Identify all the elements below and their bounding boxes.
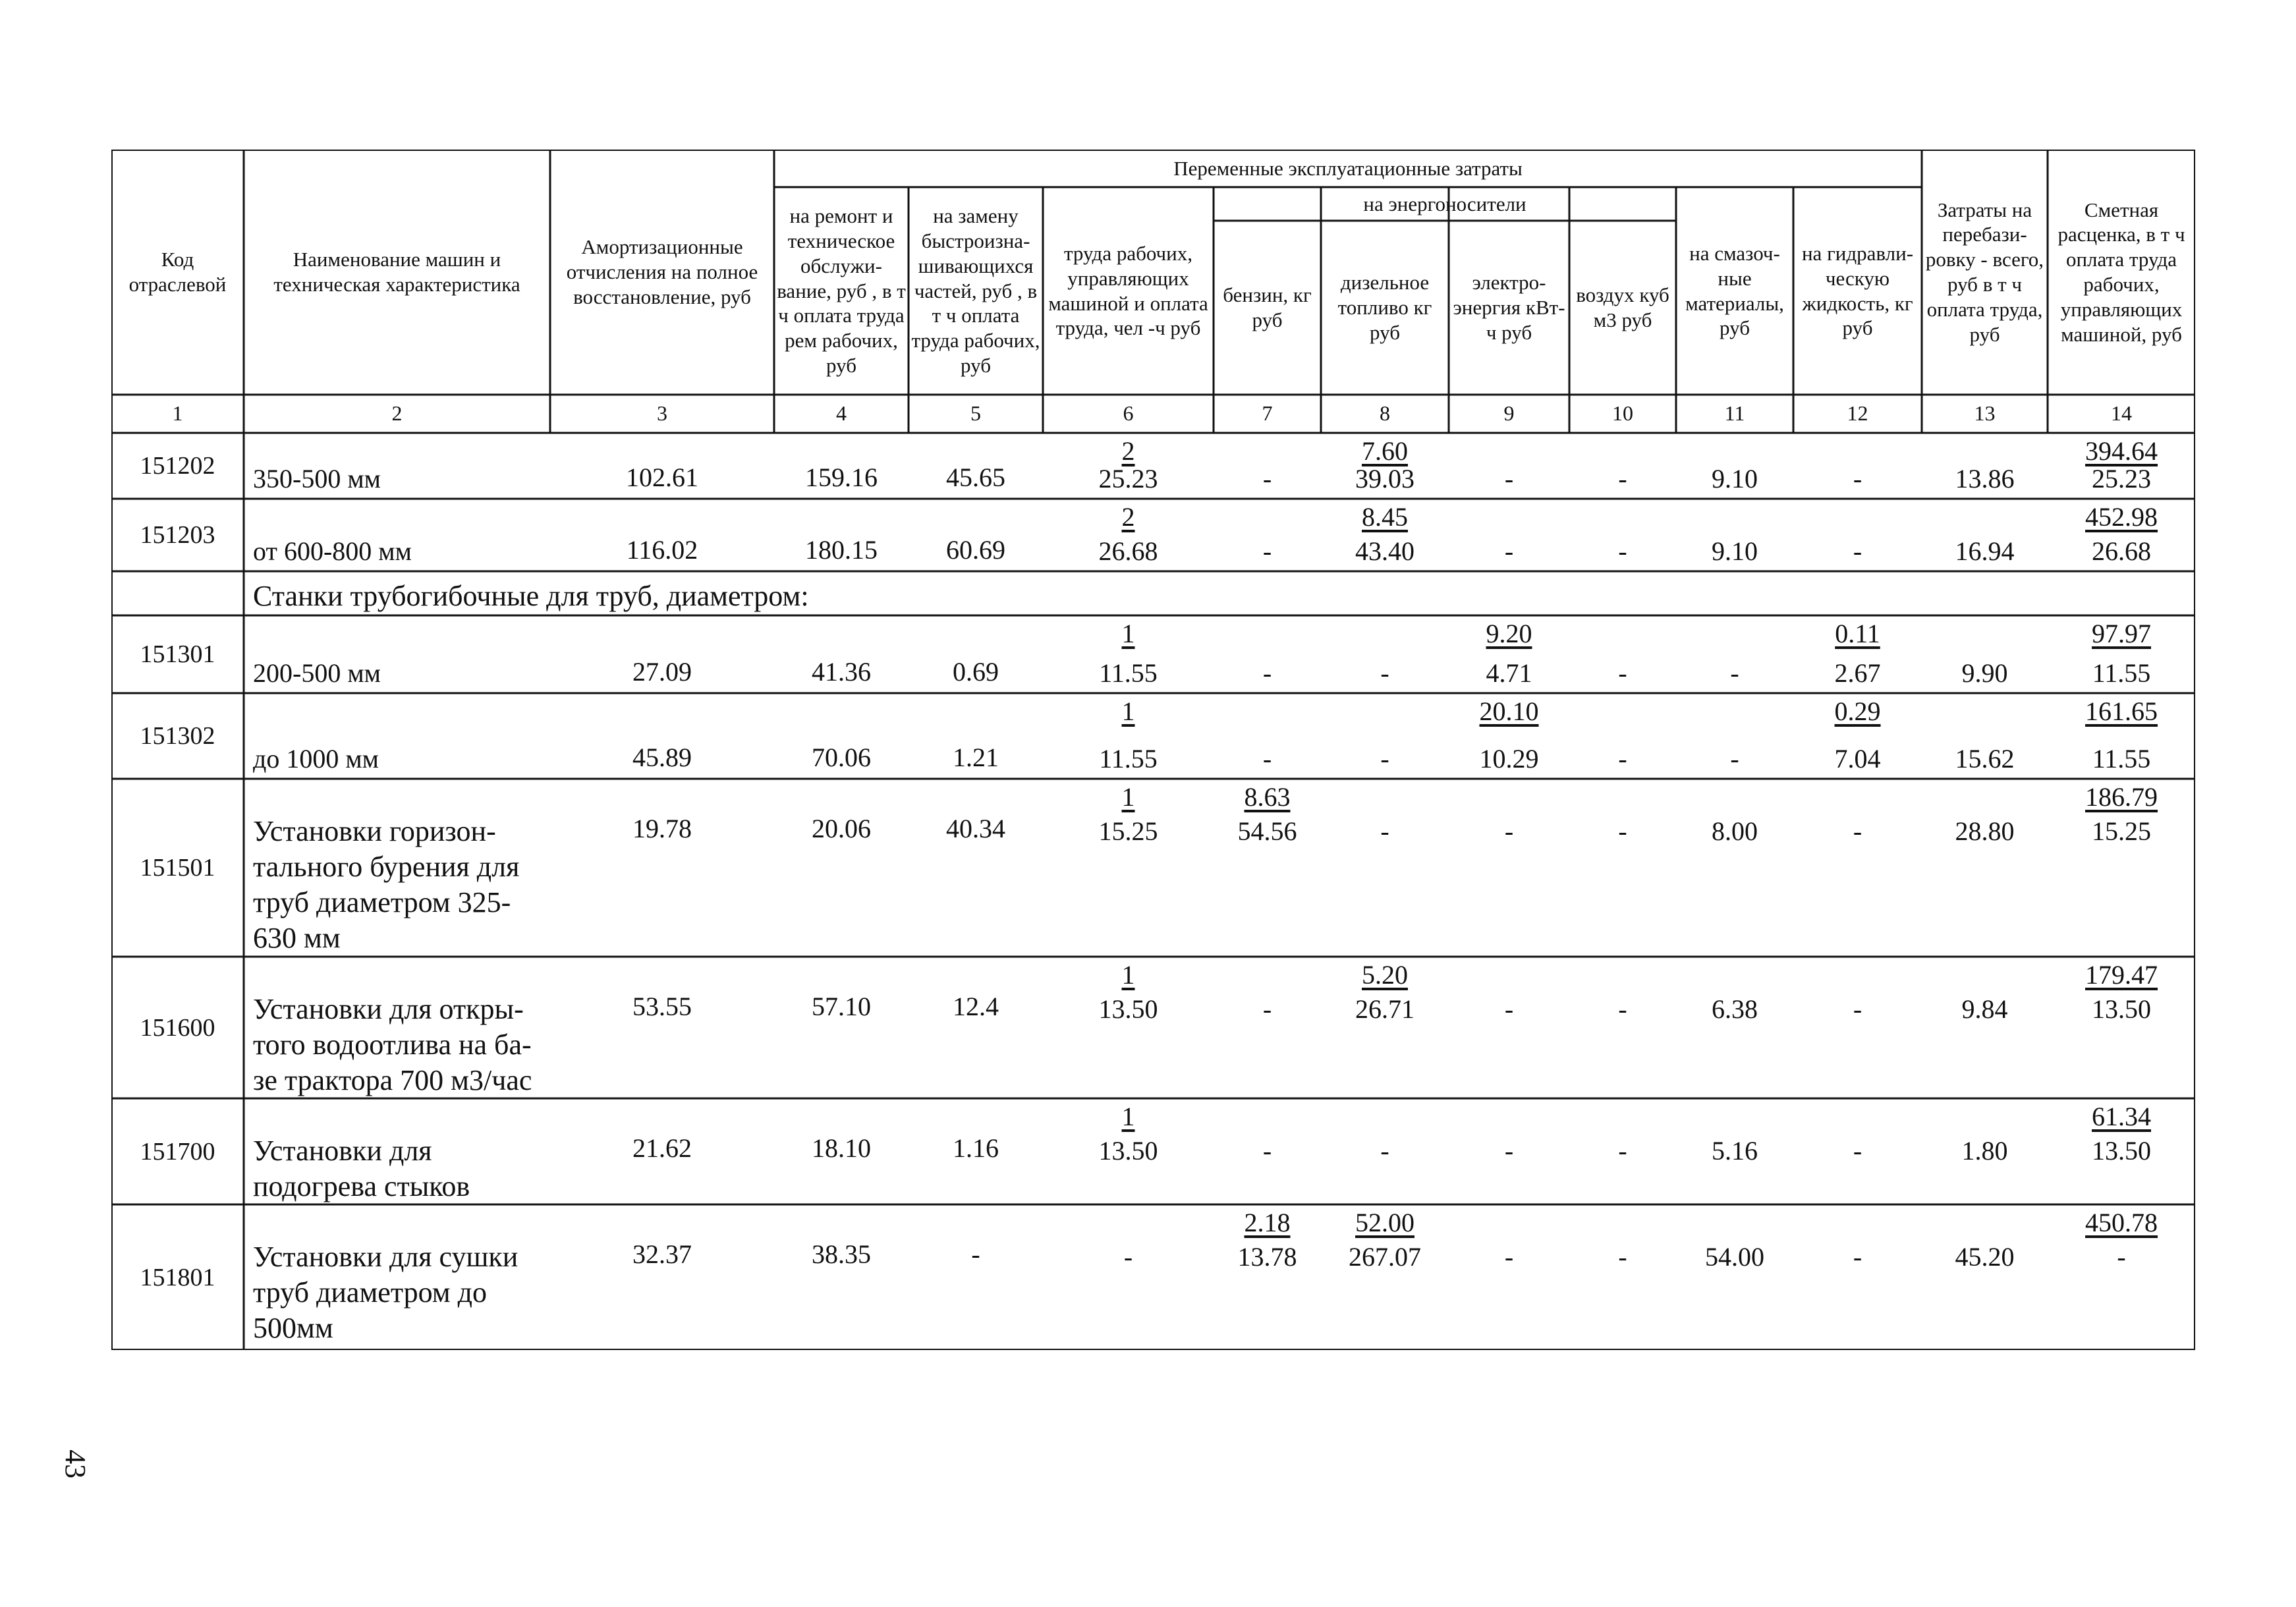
labor-hours: 2 — [1121, 436, 1135, 466]
column-number: 14 — [2111, 401, 2132, 426]
petrol-cost: - — [1262, 464, 1272, 493]
hydraulic-quantity: 0.29 — [1834, 696, 1881, 726]
amortization-value: 32.37 — [632, 1239, 692, 1269]
column-number: 7 — [1262, 401, 1273, 426]
row-code: 151301 — [140, 640, 215, 668]
column-number: 9 — [1503, 401, 1515, 426]
petrol-cost: - — [1262, 536, 1272, 566]
labor-hours: 2 — [1121, 502, 1135, 532]
petrol-cost: 13.78 — [1237, 1242, 1297, 1272]
wear-parts-value: 12.4 — [953, 992, 999, 1021]
lubricants-cost: 54.00 — [1705, 1242, 1764, 1272]
labor-hours: 1 — [1121, 696, 1135, 726]
row-name-line: Установки для — [253, 1135, 432, 1167]
row-name: до 1000 мм — [253, 744, 379, 774]
lubricants-cost: 9.10 — [1712, 536, 1758, 566]
hydraulic-cost: 7.04 — [1834, 744, 1881, 774]
header-repair: на ремонт и техническое обслужи-вание, руб , в т ч оплата труда рем рабочих, руб — [777, 204, 906, 378]
column-number: 6 — [1123, 401, 1134, 426]
repair-value: 159.16 — [805, 463, 878, 492]
air-cost: - — [1618, 1136, 1627, 1166]
hydraulic-cost: - — [1853, 1242, 1862, 1272]
wear-parts-value: 1.16 — [953, 1133, 999, 1163]
header-energy: на энергоносители — [1363, 192, 1526, 215]
air-cost: - — [1618, 464, 1627, 493]
row-name-line: Установки горизон- — [253, 815, 496, 847]
header-code: Код отраслевой — [128, 248, 227, 296]
column-number: 13 — [1974, 401, 1996, 426]
air-cost: - — [1618, 536, 1627, 566]
air-cost: - — [1618, 658, 1627, 688]
diesel-quantity: 52.00 — [1355, 1208, 1414, 1237]
estimate-total: 161.65 — [2085, 696, 2158, 726]
header-lubricants: на смазоч-ные материалы, руб — [1685, 241, 1784, 340]
row-name: от 600-800 мм — [253, 536, 412, 566]
column-number: 2 — [391, 401, 403, 426]
header-diesel: дизельное топливо кг руб — [1337, 271, 1432, 344]
hydraulic-cost: - — [1853, 816, 1862, 846]
labor-cost: 25.23 — [1098, 464, 1158, 493]
row-name-line: тального бурения для — [253, 851, 520, 883]
electricity-cost: - — [1504, 1136, 1514, 1166]
lubricants-cost: 5.16 — [1712, 1136, 1758, 1166]
relocation-cost: 28.80 — [1955, 816, 2015, 846]
wear-parts-value: 40.34 — [946, 814, 1005, 843]
labor-cost: 11.55 — [1099, 744, 1158, 774]
estimate-labor: 25.23 — [2092, 464, 2151, 493]
header-petrol: бензин, кг руб — [1223, 283, 1312, 331]
electricity-cost: - — [1504, 536, 1514, 566]
column-number: 8 — [1380, 401, 1390, 426]
estimate-labor: 13.50 — [2092, 994, 2151, 1024]
wear-parts-value: - — [971, 1239, 980, 1269]
repair-value: 180.15 — [805, 535, 878, 565]
header-variable-costs: Переменные эксплуатационные затраты — [1173, 156, 1523, 180]
electricity-quantity: 20.10 — [1479, 696, 1539, 726]
wear-parts-value: 0.69 — [953, 657, 999, 687]
amortization-value: 102.61 — [626, 463, 698, 492]
estimate-total: 186.79 — [2085, 782, 2158, 812]
diesel-cost: - — [1380, 816, 1389, 846]
column-number: 10 — [1612, 401, 1633, 426]
hydraulic-quantity: 0.11 — [1835, 619, 1880, 648]
repair-value: 38.35 — [812, 1239, 871, 1269]
column-number: 1 — [172, 401, 183, 426]
repair-value: 41.36 — [812, 657, 871, 687]
machine-cost-table — [111, 150, 2195, 1350]
amortization-value: 21.62 — [632, 1133, 692, 1163]
row-code: 151202 — [140, 452, 215, 480]
row-code: 151700 — [140, 1137, 215, 1166]
lubricants-cost: 6.38 — [1712, 994, 1758, 1024]
electricity-cost: - — [1504, 816, 1514, 846]
column-number: 3 — [657, 401, 667, 426]
row-code: 151501 — [140, 854, 215, 882]
relocation-cost: 15.62 — [1955, 744, 2015, 774]
hydraulic-cost: - — [1853, 536, 1862, 566]
wear-parts-value: 1.21 — [953, 743, 999, 772]
header-labor: труда рабочих, управляющих машиной и оплата труда, чел -ч руб — [1048, 241, 1208, 340]
estimate-total: 452.98 — [2085, 502, 2158, 532]
row-name-line: Установки для сушки — [253, 1241, 518, 1273]
petrol-cost: 54.56 — [1237, 816, 1297, 846]
relocation-cost: 16.94 — [1955, 536, 2015, 566]
estimate-total: 450.78 — [2085, 1208, 2158, 1237]
petrol-cost: - — [1262, 744, 1272, 774]
amortization-value: 19.78 — [632, 814, 692, 843]
estimate-labor: 11.55 — [2092, 744, 2151, 774]
estimate-labor: 15.25 — [2092, 816, 2151, 846]
labor-cost: - — [1123, 1242, 1133, 1272]
labor-hours: 1 — [1121, 782, 1135, 812]
diesel-cost: 39.03 — [1355, 464, 1414, 493]
row-name-line: труб диаметром до — [253, 1276, 487, 1309]
row-name-line: 630 мм — [253, 922, 341, 954]
wear-parts-value: 60.69 — [946, 535, 1005, 565]
electricity-cost: 10.29 — [1479, 744, 1539, 774]
electricity-cost: - — [1504, 1242, 1514, 1272]
row-name-line: труб диаметром 325- — [253, 886, 511, 918]
row-code: 151801 — [140, 1263, 215, 1291]
lubricants-cost: - — [1730, 744, 1739, 774]
estimate-labor: 13.50 — [2092, 1136, 2151, 1166]
row-code: 151203 — [140, 521, 215, 549]
labor-cost: 15.25 — [1098, 816, 1158, 846]
relocation-cost: 1.80 — [1961, 1136, 2008, 1166]
hydraulic-cost: - — [1853, 464, 1862, 493]
row-name-line: подогрева стыков — [253, 1170, 470, 1202]
petrol-quantity: 2.18 — [1244, 1208, 1291, 1237]
estimate-total: 97.97 — [2092, 619, 2151, 648]
labor-hours: 1 — [1121, 619, 1135, 648]
estimate-total: 394.64 — [2085, 436, 2158, 466]
diesel-cost: 26.71 — [1355, 994, 1414, 1024]
wear-parts-value: 45.65 — [946, 463, 1005, 492]
air-cost: - — [1618, 816, 1627, 846]
amortization-value: 45.89 — [632, 743, 692, 772]
labor-cost: 13.50 — [1098, 1136, 1158, 1166]
lubricants-cost: 9.10 — [1712, 464, 1758, 493]
row-name-line: зе трактора 700 м3/час — [253, 1064, 532, 1096]
diesel-cost: - — [1380, 744, 1389, 774]
amortization-value: 27.09 — [632, 657, 692, 687]
column-number: 11 — [1724, 401, 1745, 426]
row-code: 151600 — [140, 1013, 215, 1042]
electricity-cost: - — [1504, 464, 1514, 493]
amortization-value: 53.55 — [632, 992, 692, 1021]
diesel-cost: 267.07 — [1349, 1242, 1421, 1272]
electricity-cost: - — [1504, 994, 1514, 1024]
header-name: Наименование машин и техническая характеристика — [273, 248, 520, 296]
petrol-cost: - — [1262, 994, 1272, 1024]
labor-cost: 13.50 — [1098, 994, 1158, 1024]
lubricants-cost: - — [1730, 658, 1739, 688]
air-cost: - — [1618, 1242, 1627, 1272]
estimate-total: 179.47 — [2085, 960, 2158, 990]
diesel-cost: - — [1380, 1136, 1389, 1166]
diesel-cost: 43.40 — [1355, 536, 1414, 566]
electricity-quantity: 9.20 — [1486, 619, 1532, 648]
labor-cost: 26.68 — [1098, 536, 1158, 566]
header-estimate: Сметная расценка, в т ч оплата труда рабочих, управляющих машиной, руб — [2058, 198, 2185, 346]
estimate-labor: 11.55 — [2092, 658, 2151, 688]
relocation-cost: 45.20 — [1955, 1242, 2015, 1272]
row-name: 200-500 мм — [253, 658, 381, 688]
amortization-value: 116.02 — [626, 535, 698, 565]
hydraulic-cost: 2.67 — [1834, 658, 1881, 688]
hydraulic-cost: - — [1853, 994, 1862, 1024]
diesel-quantity: 5.20 — [1362, 960, 1408, 990]
row-name-line: 500мм — [253, 1312, 333, 1344]
petrol-cost: - — [1262, 1136, 1272, 1166]
labor-hours: 1 — [1121, 1102, 1135, 1131]
relocation-cost: 9.90 — [1961, 658, 2008, 688]
air-cost: - — [1618, 994, 1627, 1024]
hydraulic-cost: - — [1853, 1136, 1862, 1166]
estimate-total: 61.34 — [2092, 1102, 2151, 1131]
row-code: 151302 — [140, 722, 215, 750]
diesel-quantity: 8.45 — [1362, 502, 1408, 532]
labor-cost: 11.55 — [1099, 658, 1158, 688]
lubricants-cost: 8.00 — [1712, 816, 1758, 846]
row-name: 350-500 мм — [253, 464, 381, 493]
electricity-cost: 4.71 — [1486, 658, 1532, 688]
repair-value: 57.10 — [812, 992, 871, 1021]
repair-value: 18.10 — [812, 1133, 871, 1163]
page-number: 43 — [59, 1450, 92, 1479]
header-air: воздух куб м3 руб — [1576, 283, 1669, 331]
row-name-line: того водоотлива на ба- — [253, 1029, 532, 1061]
column-number: 12 — [1847, 401, 1868, 426]
repair-value: 70.06 — [812, 743, 871, 772]
petrol-quantity: 8.63 — [1244, 782, 1291, 812]
diesel-quantity: 7.60 — [1362, 436, 1408, 466]
petrol-cost: - — [1262, 658, 1272, 688]
labor-hours: 1 — [1121, 960, 1135, 990]
air-cost: - — [1618, 744, 1627, 774]
estimate-labor: 26.68 — [2092, 536, 2151, 566]
section-title: Станки трубогибочные для труб, диаметром: — [253, 580, 809, 612]
repair-value: 20.06 — [812, 814, 871, 843]
column-number: 4 — [836, 401, 847, 426]
header-relocation: Затраты на перебази-ровку - всего, руб в т ч оплата труда, руб — [1925, 198, 2044, 346]
relocation-cost: 13.86 — [1955, 464, 2015, 493]
header-amortization: Амортизационные отчисления на полное восстановление, руб — [566, 235, 758, 308]
header-electricity: электро-энергия кВт-ч руб — [1453, 271, 1565, 344]
estimate-labor: - — [2117, 1242, 2126, 1272]
diesel-cost: - — [1380, 658, 1389, 688]
relocation-cost: 9.84 — [1961, 994, 2008, 1024]
header-wear-parts: на замену быстроизна-шивающихся частей, руб , в т ч оплата труда рабочих, руб — [911, 204, 1040, 378]
column-number: 5 — [970, 401, 981, 426]
header-hydraulic: на гидравли-ческую жидкость, кг руб — [1801, 241, 1914, 340]
row-name-line: Установки для откры- — [253, 993, 524, 1025]
